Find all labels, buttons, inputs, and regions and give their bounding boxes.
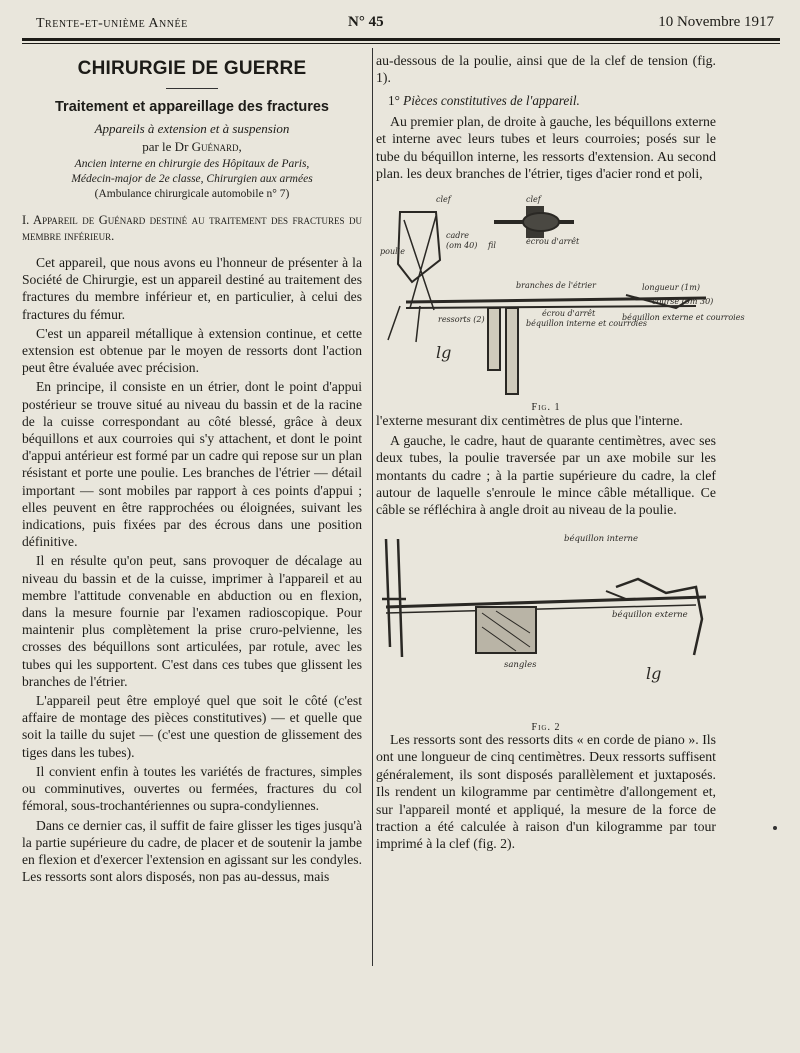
body-paragraph: En principe, il consiste en un étrier, dont le point d'appui postérieur se trouve situé au niveau du bassin et de la racine de la cuisse correspondant au côté blessé, grâce à deux béquillons et aux courroies qui s'y attachent, et dont le point d'appui antérieur est formé par un cadre qui repose sur un plan résistant et porte une poulie. Les branches de l'étrier — détail important — sont mobiles par rapport à ces points d'appui ; elles peuvent en être rapprochées ou éloignées, suivant les indications, puis fixées par des écrous dans une position définitive. <box>22 379 362 550</box>
label-bequillon-externe: béquillon externe <box>612 609 688 620</box>
label-ressorts: ressorts (2) <box>438 315 485 325</box>
section-title: CHIRURGIE DE GUERRE <box>77 58 307 79</box>
label-fil: fil <box>488 241 496 251</box>
frame-cadre <box>382 539 406 657</box>
label-longueur: longueur (1m) <box>642 283 700 293</box>
header-issue-number: N° 45 <box>348 14 384 30</box>
figure-2-caption: Fig. 2 <box>531 721 561 733</box>
byline-prefix: par le Dr <box>142 139 189 154</box>
figure-2 <box>376 527 716 733</box>
body-paragraph: Au premier plan, de droite à gauche, les béquillons externe et interne avec leurs tubes et leurs courroies; posés sur le tube du béquillon interne, les ressorts d'extension. Au second plan. les deux branches de l'étrier, tiges d'acier rond et poli, <box>376 113 716 182</box>
label-bequillon-externe: béquillon externe et courroies <box>622 313 745 323</box>
right-column <box>376 52 745 855</box>
header-year: Trente-et-unième Année <box>36 16 188 31</box>
header-rule-thick <box>22 38 780 41</box>
label-sangles: sangles <box>504 659 537 670</box>
article-byline <box>22 139 362 155</box>
body-paragraph: Dans ce dernier cas, il suffit de faire glisser les tiges jusqu'à la partie supérieure du cadre, de placer et de soutenir la jambe en flexion et d'exercer l'extension en agissant sur les condyles. Les ressorts sont alors disposés, non pas au-dessus, mais <box>22 817 362 885</box>
label-bequillon-interne: béquillon interne <box>564 533 639 544</box>
title-rule <box>166 88 218 89</box>
body-paragraph: C'est un appareil métallique à extension continue, et cette extension est obtenue par le moyen de ressorts dont l'action peut être évaluée avec précision. <box>22 325 362 376</box>
author-name: Guénard, <box>191 139 242 154</box>
section-heading: I. Appareil de Guénard destiné au traitement des fractures du membre inférieur. <box>22 213 362 243</box>
article-subtitle: Appareils à extension et à suspension <box>94 121 290 136</box>
label-cadre-dim: (om 40) <box>446 241 478 251</box>
left-column <box>22 52 362 887</box>
signature: lg <box>646 663 662 683</box>
label-clef-2: clef <box>526 195 541 205</box>
label-bequillon-interne: béquillon interne et courroies <box>526 319 648 329</box>
header-date: 10 Novembre 1917 <box>658 14 774 30</box>
author-credentials-1: Ancien interne en chirurgie des Hôpitaux de Paris, <box>74 158 310 170</box>
body-paragraph: A gauche, le cadre, haut de quarante centimètres, avec ses deux tubes, la poulie traversée par un axe mobile sur les montants du cadre ; à la partie supérieure du cadre, la clef autour de laquelle s'enroule le mince câble métallique. Ce câble se réfléchira à angle droit au niveau de la poulie. <box>376 432 716 518</box>
header-rule-thin <box>22 43 780 44</box>
page-header <box>22 14 780 36</box>
label-ecrou-2: écrou d'arrêt <box>542 309 596 319</box>
article-title: Traitement et appareillage des fractures <box>55 99 329 115</box>
figure-1 <box>376 190 745 414</box>
body-paragraph: Il convient enfin à toutes les variétés de fractures, simples ou comminutives, ouvertes ou fermées, fractures du col fémoral, sous-trochantériennes ou supra-condyliennes. <box>22 763 362 814</box>
subsection-number: 1° <box>388 92 400 108</box>
label-ecrou: écrou d'arrêt <box>526 237 580 247</box>
body-paragraph: Cet appareil, que nous avons eu l'honneur de présenter à la Société de Chirurgie, est un appareil destiné au traitement des fractures du membre inférieur et, en particulier, à celui des fractures du fémur. <box>22 255 362 322</box>
frame-diagonal <box>404 216 436 310</box>
subsection-heading <box>388 93 716 109</box>
label-poulie: poulie <box>380 247 405 257</box>
figure-2-drawing <box>376 527 716 715</box>
column-divider <box>372 48 373 966</box>
body-paragraph: L'appareil peut être employé quel que soit le côté (c'est affaire de montage des pièces constitutives) — et quelle que soit la taille du sujet — (c'est une question de glissement des tiges dans les tubes). <box>22 693 362 760</box>
label-branches: branches de l'étrier <box>516 281 596 291</box>
body-paragraph: Il en résulte qu'on peut, sans provoquer de décalage au niveau du bassin et de la cuisse, imprimer à l'appareil et au membre l'attitude convenable en abduction ou en flexion, dans la mesure fournie par l'examen radioscopique. Pour maintenir plus complètement la prise cruro-pelvienne, les crosses des béquillons sont articulées, par rotule, avec les tubes qui les supportent. C'est dans ces tubes que glissent les branches de l'étrier. <box>22 553 362 689</box>
label-course: course (0m 30) <box>652 297 714 307</box>
bequillon-strap <box>506 308 518 394</box>
author-credentials-3: (Ambulance chirurgicale automobile n° 7) <box>94 188 290 200</box>
label-clef-1: clef <box>436 195 451 205</box>
author-credentials-2: Médecin-major de 2e classe, Chirurgien aux armées <box>71 173 313 185</box>
body-paragraph: Les ressorts sont des ressorts dits « en corde de piano ». Ils ont une longueur de cinq centimètres. Deux ressorts suffisent généralement, ils sont disposés parallèlement et juxtaposés. Ils rendent un kilogramme par centimètre d'allongement et, sur l'appareil monté et appliqué, la mesure de la force de traction a été calculée à raison d'un kilogramme par tour imprimé à la clef (fig. 2). <box>376 731 716 852</box>
margin-dot <box>773 826 777 830</box>
continued-paragraph: au-dessous de la poulie, ainsi que de la clef de tension (fig. 1). <box>376 53 716 86</box>
label-cadre: cadre <box>446 231 469 241</box>
figure-1-caption: Fig. 1 <box>531 402 561 414</box>
subsection-title: Pièces constitutives de l'appareil. <box>403 92 580 108</box>
signature: lg <box>436 343 452 363</box>
body-paragraph: l'externe mesurant dix centimètres de plus que l'interne. <box>376 413 683 429</box>
etrier-branch-lower <box>406 306 696 308</box>
figure-1-drawing <box>376 190 745 395</box>
